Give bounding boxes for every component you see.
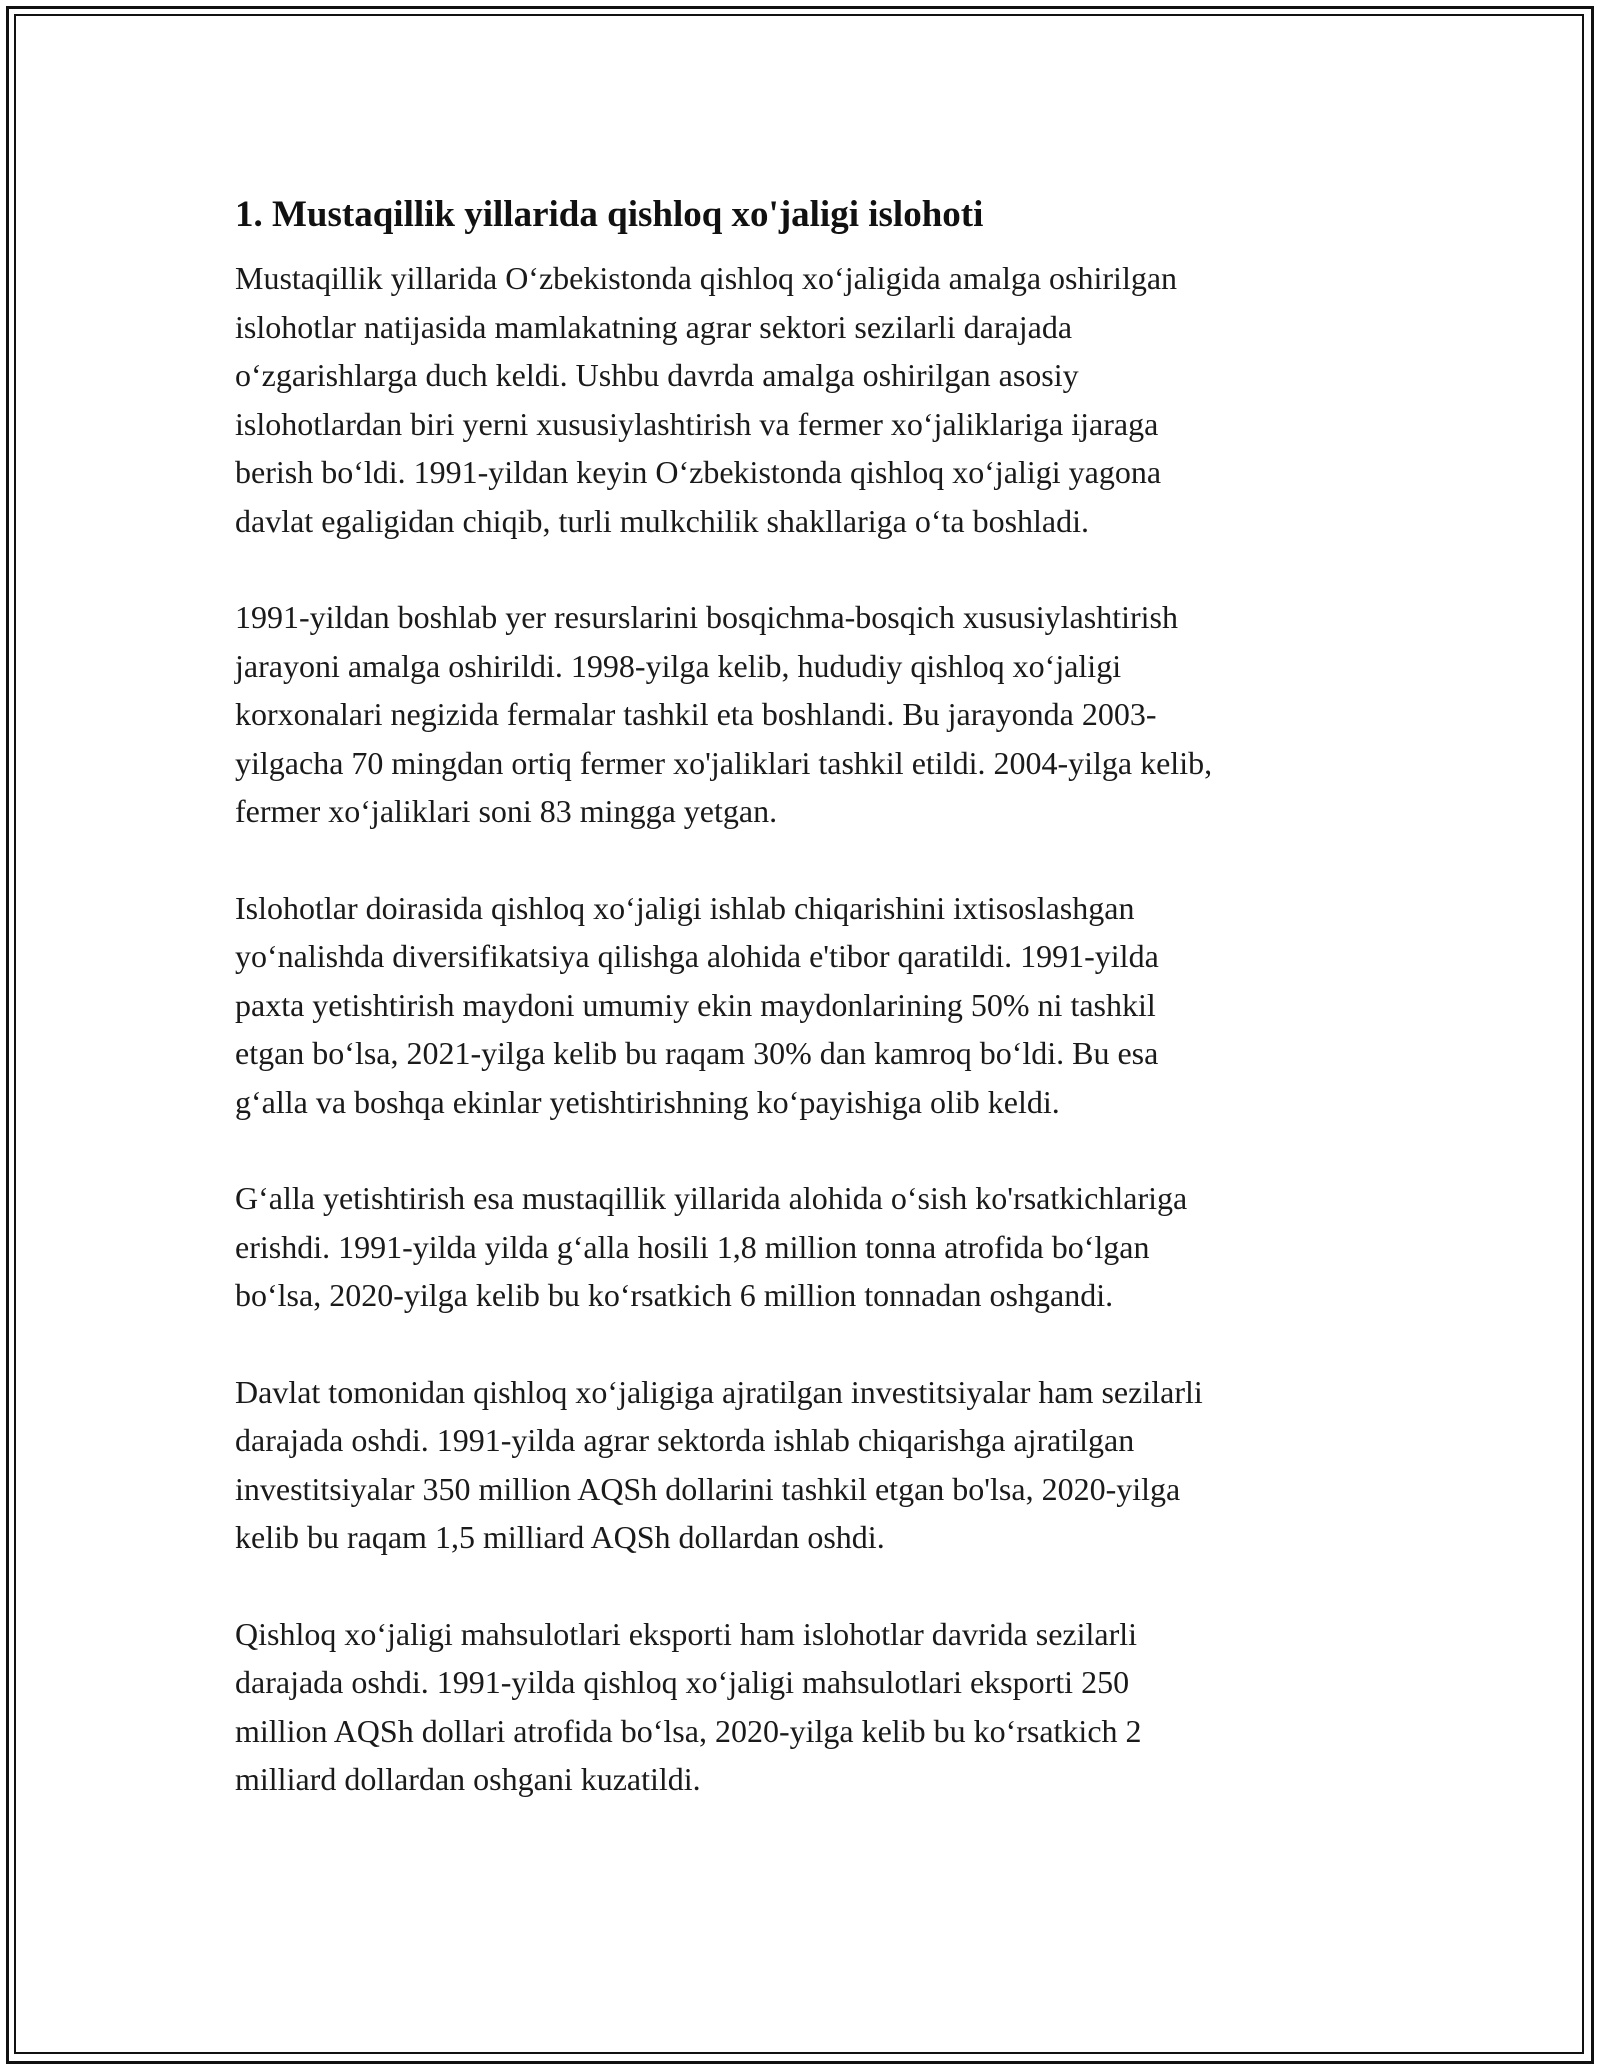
paragraph-line: kelib bu raqam 1,5 milliard AQSh dollardan oshdi. (235, 1519, 885, 1555)
paragraph-line: g‘alla va boshqa ekinlar yetishtirishning ko‘payishiga olib keldi. (235, 1083, 1060, 1120)
paragraph-line: G‘alla yetishtirish esa mustaqillik yillarida alohida o‘sish ko'rsatkichlariga (235, 1180, 1188, 1216)
paragraph-line: Davlat tomonidan qishloq xo‘jaligiga ajratilgan investitsiyalar ham sezilarli (235, 1373, 1203, 1410)
paragraph-line: etgan bo‘lsa, 2021-yilga kelib bu raqam 30% dan kamroq bo‘ldi. Bu esa (235, 1035, 1159, 1071)
paragraph-line: paxta yetishtirish maydoni umumiy ekin maydonlarining 50% ni tashkil (235, 986, 1156, 1023)
paragraph-line: darajada oshdi. 1991-yilda agrar sektorda ishlab chiqarishga ajratilgan (235, 1422, 1135, 1458)
paragraph-line: islohotlar natijasida mamlakatning agrar sektori sezilarli darajada (235, 308, 1073, 345)
paragraph-3 (235, 884, 1365, 1127)
paragraph-line: Islohotlar doirasida qishloq xo‘jaligi ishlab chiqarishini ixtisoslashgan (235, 889, 1135, 926)
paragraph-4 (235, 1174, 1365, 1320)
paragraph-line: darajada oshdi. 1991-yilda qishloq xo‘jaligi mahsulotlari eksporti 250 (235, 1664, 1130, 1700)
paragraph-line: fermer xo‘jaliklari soni 83 mingga yetgan. (235, 793, 778, 829)
paragraph-line: erishdi. 1991-yilda yilda g‘alla hosili 1,8 million tonna atrofida bo‘lgan (235, 1228, 1150, 1265)
paragraph-2 (235, 593, 1365, 836)
paragraph-line: yo‘nalishda diversifikatsiya qilishga alohida e'tibor qaratildi. 1991-yilda (235, 938, 1159, 974)
paragraph-line: 1991-yildan boshlab yer resurslarini bosqichma-bosqich xususiylashtirish (235, 599, 1178, 635)
document-body (235, 180, 1365, 1852)
paragraph-line: yilgacha 70 mingdan ortiq fermer xo'jaliklari tashkil etildi. 2004-yilga kelib, (235, 744, 1213, 781)
paragraph-6 (235, 1610, 1365, 1804)
paragraph-line: bo‘lsa, 2020-yilga kelib bu ko‘rsatkich 6 million tonnadan oshgandi. (235, 1277, 1114, 1313)
paragraph-line: Mustaqillik yillarida O‘zbekistonda qishloq xo‘jaligida amalga oshirilgan (235, 260, 1178, 296)
paragraph-5 (235, 1368, 1365, 1562)
paragraph-line: islohotlardan biri yerni xususiylashtirish va fermer xo‘jaliklariga ijaraga (235, 405, 1159, 442)
paragraph-line: korxonalari negizida fermalar tashkil eta boshlandi. Bu jarayonda 2003- (235, 696, 1157, 732)
paragraph-line: berish bo‘ldi. 1991-yildan keyin O‘zbekistonda qishloq xo‘jaligi yagona (235, 454, 1162, 490)
paragraph-1 (235, 254, 1365, 545)
paragraph-line: milliard dollardan oshgani kuzatildi. (235, 1761, 701, 1797)
paragraph-line: investitsiyalar 350 million AQSh dollarini tashkil etgan bo'lsa, 2020-yilga (235, 1470, 1181, 1507)
paragraph-line: Qishloq xo‘jaligi mahsulotlari eksporti ham islohotlar davrida sezilarli (235, 1615, 1138, 1652)
paragraph-line: o‘zgarishlarga duch keldi. Ushbu davrda amalga oshirilgan asosiy (235, 357, 1079, 393)
paragraph-line: million AQSh dollari atrofida bo‘lsa, 2020-yilga kelib bu ko‘rsatkich 2 (235, 1712, 1142, 1749)
paragraph-line: davlat egaligidan chiqib, turli mulkchilik shakllariga o‘ta boshladi. (235, 502, 1090, 539)
section-title: 1. Mustaqillik yillarida qishloq xo'jaligi islohoti (235, 194, 984, 235)
paragraph-line: jarayoni amalga oshirildi. 1998-yilga kelib, hududiy qishloq xo‘jaligi (235, 647, 1122, 684)
